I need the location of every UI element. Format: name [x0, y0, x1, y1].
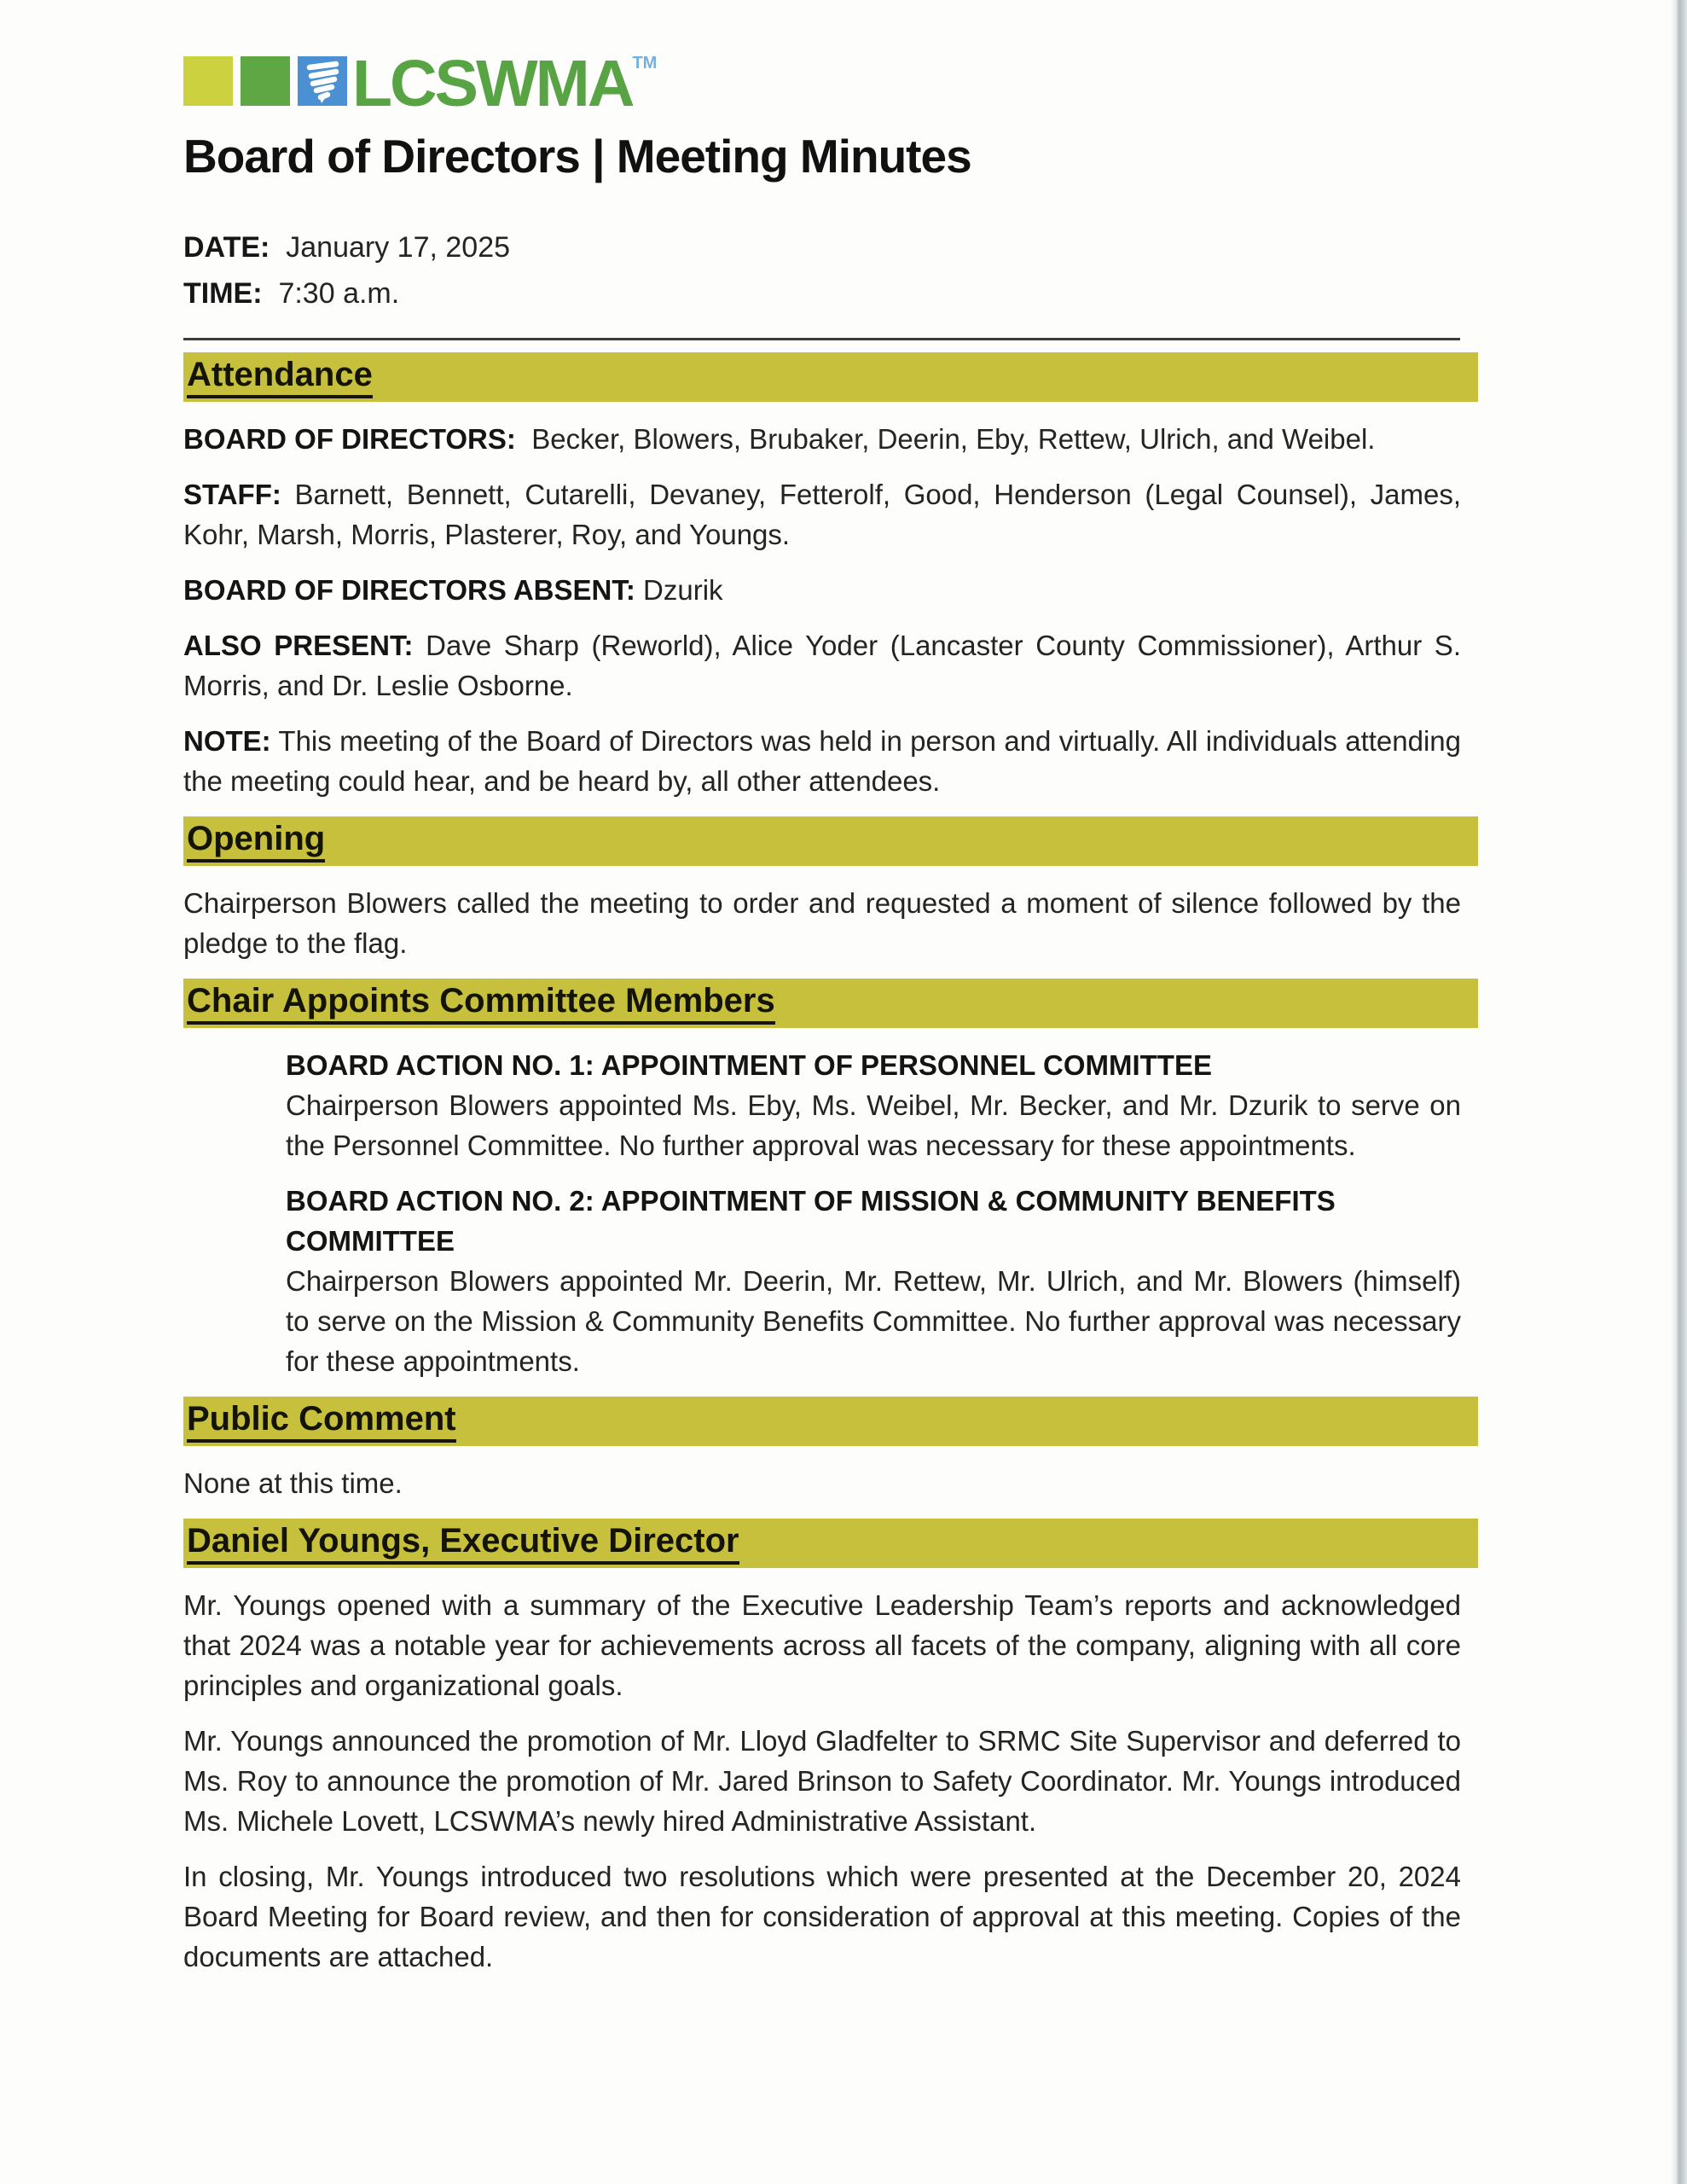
section-bar-executive-director — [183, 1519, 1478, 1568]
date-value: January 17, 2025 — [286, 231, 511, 264]
time-value: 7:30 a.m. — [278, 277, 400, 310]
note-label: NOTE: — [183, 725, 271, 757]
document-content — [183, 0, 1461, 1992]
board-of-directors-list: Becker, Blowers, Brubaker, Deerin, Eby, Rettew, Ulrich, and Weibel. — [531, 423, 1376, 455]
header-divider — [183, 338, 1460, 340]
youngs-paragraph-1: Mr. Youngs opened with a summary of the Executive Leadership Team’s reports and acknowledged that 2024 was a notable year for achievements across all facets of the company, aligning with all core principles and organizational goals. — [183, 1589, 1461, 1701]
tornado-swirl-icon — [298, 56, 347, 106]
lcswma-logo — [183, 47, 1461, 120]
board-action-2-body: Chairperson Blowers appointed Mr. Deerin, Mr. Rettew, Mr. Ulrich, and Mr. Blowers (himself) to serve on the Mission & Community Benefits Committee. No further approval was necessary for these appointments. — [286, 1265, 1461, 1377]
logo-brand-text: LCSWMA — [352, 47, 633, 120]
section-heading-attendance: Attendance — [187, 356, 373, 398]
also-present-label: ALSO PRESENT: — [183, 630, 414, 661]
staff-label: STAFF: — [183, 479, 281, 510]
board-action-1-heading: BOARD ACTION NO. 1: APPOINTMENT OF PERSONNEL COMMITTEE — [286, 1049, 1212, 1081]
tornado-tip — [320, 97, 326, 103]
note-text: This meeting of the Board of Directors was held in person and virtually. All individuals attending the meeting could hear, and be heard by, all other attendees. — [183, 725, 1461, 797]
time-label: TIME: — [183, 277, 263, 310]
trademark-symbol: TM — [632, 54, 658, 73]
board-action-2-heading: BOARD ACTION NO. 2: APPOINTMENT OF MISSION & COMMUNITY BENEFITS COMMITTEE — [286, 1185, 1336, 1257]
also-present-list: Dave Sharp (Reworld), Alice Yoder (Lancaster County Commissioner), Arthur S. Morris, and Dr. Leslie Osborne. — [183, 630, 1461, 701]
opening-paragraph: Chairperson Blowers called the meeting to order and requested a moment of silence followed by the pledge to the flag. — [183, 887, 1461, 959]
scanner-edge-artifact — [1670, 0, 1687, 2184]
staff-list: Barnett, Bennett, Cutarelli, Devaney, Fetterolf, Good, Henderson (Legal Counsel), James, Kohr, Marsh, Morris, Plasterer, Roy, and Youngs. — [183, 479, 1462, 550]
section-bar-chair-appoints — [183, 979, 1478, 1028]
section-heading-opening: Opening — [187, 820, 325, 863]
section-heading-public-comment: Public Comment — [187, 1400, 456, 1443]
youngs-paragraph-3: In closing, Mr. Youngs introduced two resolutions which were presented at the December 20, 2024 Board Meeting for Board review, and then for consideration of approval at this meeting. Copies of the documents are attached. — [183, 1861, 1461, 1972]
date-line — [183, 229, 1461, 266]
logo-green-square — [241, 56, 290, 106]
attendance-absent-paragraph — [183, 570, 1461, 610]
logo-yellow-square — [183, 56, 233, 106]
section-bar-public-comment — [183, 1397, 1478, 1446]
board-of-directors-label: BOARD OF DIRECTORS: — [183, 423, 516, 455]
youngs-paragraph-2: Mr. Youngs announced the promotion of Mr. Lloyd Gladfelter to SRMC Site Supervisor and deferred to Ms. Roy to announce the promotion of Mr. Jared Brinson to Safety Coordinator. Mr. Youngs introduced Ms. Michele Lovett, LCSWMA’s newly hired Administrative Assistant. — [183, 1725, 1461, 1837]
attendance-board-paragraph — [183, 419, 1461, 459]
attendance-note-paragraph — [183, 721, 1461, 801]
section-bar-attendance — [183, 352, 1478, 402]
public-comment-paragraph: None at this time. — [183, 1467, 403, 1499]
board-action-2 — [183, 1181, 1461, 1381]
logo-wordmark — [352, 38, 658, 120]
time-line — [183, 275, 1461, 312]
section-heading-chair-appoints: Chair Appoints Committee Members — [187, 982, 775, 1025]
absent-list: Dzurik — [643, 574, 723, 606]
section-bar-opening — [183, 816, 1478, 866]
date-label: DATE: — [183, 231, 270, 264]
page-title: Board of Directors | Meeting Minutes — [183, 130, 971, 183]
absent-label: BOARD OF DIRECTORS ABSENT: — [183, 574, 635, 606]
board-action-1 — [183, 1045, 1461, 1165]
attendance-staff-paragraph — [183, 474, 1461, 555]
section-heading-executive-director: Daniel Youngs, Executive Director — [187, 1522, 739, 1565]
board-action-1-body: Chairperson Blowers appointed Ms. Eby, Ms. Weibel, Mr. Becker, and Mr. Dzurik to serve on the Personnel Committee. No further approval was necessary for these appointments. — [286, 1089, 1461, 1161]
attendance-also-present-paragraph — [183, 625, 1461, 706]
logo-blue-square — [298, 56, 347, 106]
